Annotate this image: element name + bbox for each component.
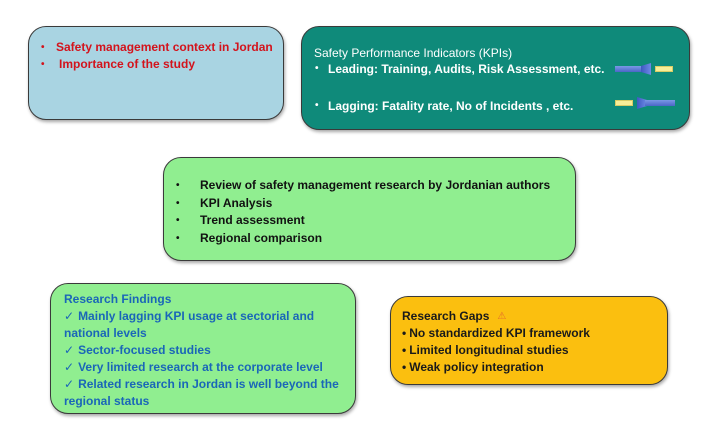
warning-icon: ⚠: [497, 311, 507, 322]
finding-item: ✓ Sector-focused studies: [64, 343, 211, 357]
bullet-icon: •: [402, 360, 407, 374]
bullet-icon: •: [315, 100, 319, 111]
bullet-icon: •: [41, 42, 45, 53]
finding-item: ✓ Mainly lagging KPI usage at sectorial and national levels: [64, 309, 315, 340]
gaps-box: [390, 296, 668, 385]
gaps-title: Research Gaps ⚠: [402, 309, 507, 323]
lagging-gauge-icon: [615, 97, 675, 109]
gaps-list: [402, 325, 657, 376]
context-item: • Importance of the study: [41, 57, 196, 71]
bullet-icon: •: [402, 343, 407, 357]
bullet-icon: •: [176, 180, 180, 191]
context-item: • Safety management context in Jordan: [41, 40, 273, 54]
methodology-item: • Review of safety management research by Jordanian authors: [176, 177, 565, 195]
methodology-item: • Trend assessment: [176, 212, 565, 230]
leading-gauge-icon: [615, 63, 675, 75]
finding-item: ✓ Related research in Jordan is well beyond the regional status: [64, 377, 339, 408]
findings-box: [50, 283, 356, 414]
methodology-item: • KPI Analysis: [176, 195, 565, 213]
kpi-box: [301, 26, 690, 130]
context-list: [39, 39, 273, 73]
finding-item: ✓ Very limited research at the corporate level: [64, 360, 323, 374]
checkmark-icon: ✓: [64, 360, 75, 374]
bullet-icon: •: [176, 232, 180, 244]
checkmark-icon: ✓: [64, 377, 75, 391]
methodology-box: [163, 157, 576, 261]
bullet-icon: •: [176, 197, 180, 209]
methodology-list: [176, 177, 565, 247]
findings-list: [64, 308, 345, 410]
gap-item: • Weak policy integration: [402, 360, 544, 374]
checkmark-icon: ✓: [64, 309, 75, 323]
bullet-icon: •: [315, 63, 319, 74]
context-box: [28, 26, 284, 120]
bullet-icon: •: [176, 215, 180, 226]
kpi-title: Safety Performance Indicators (KPIs): [314, 46, 513, 60]
bullet-icon: •: [402, 326, 407, 340]
methodology-item: • Regional comparison: [176, 230, 565, 248]
gap-item: • Limited longitudinal studies: [402, 343, 569, 357]
findings-title: Research Findings: [64, 292, 172, 306]
bullet-icon: •: [41, 59, 45, 70]
checkmark-icon: ✓: [64, 343, 75, 357]
gap-item: • No standardized KPI framework: [402, 326, 590, 340]
kpi-item-leading: • Leading: Training, Audits, Risk Assessment, etc.: [315, 62, 605, 76]
kpi-item-lagging: • Lagging: Fatality rate, No of Incidents , etc.: [315, 99, 574, 113]
